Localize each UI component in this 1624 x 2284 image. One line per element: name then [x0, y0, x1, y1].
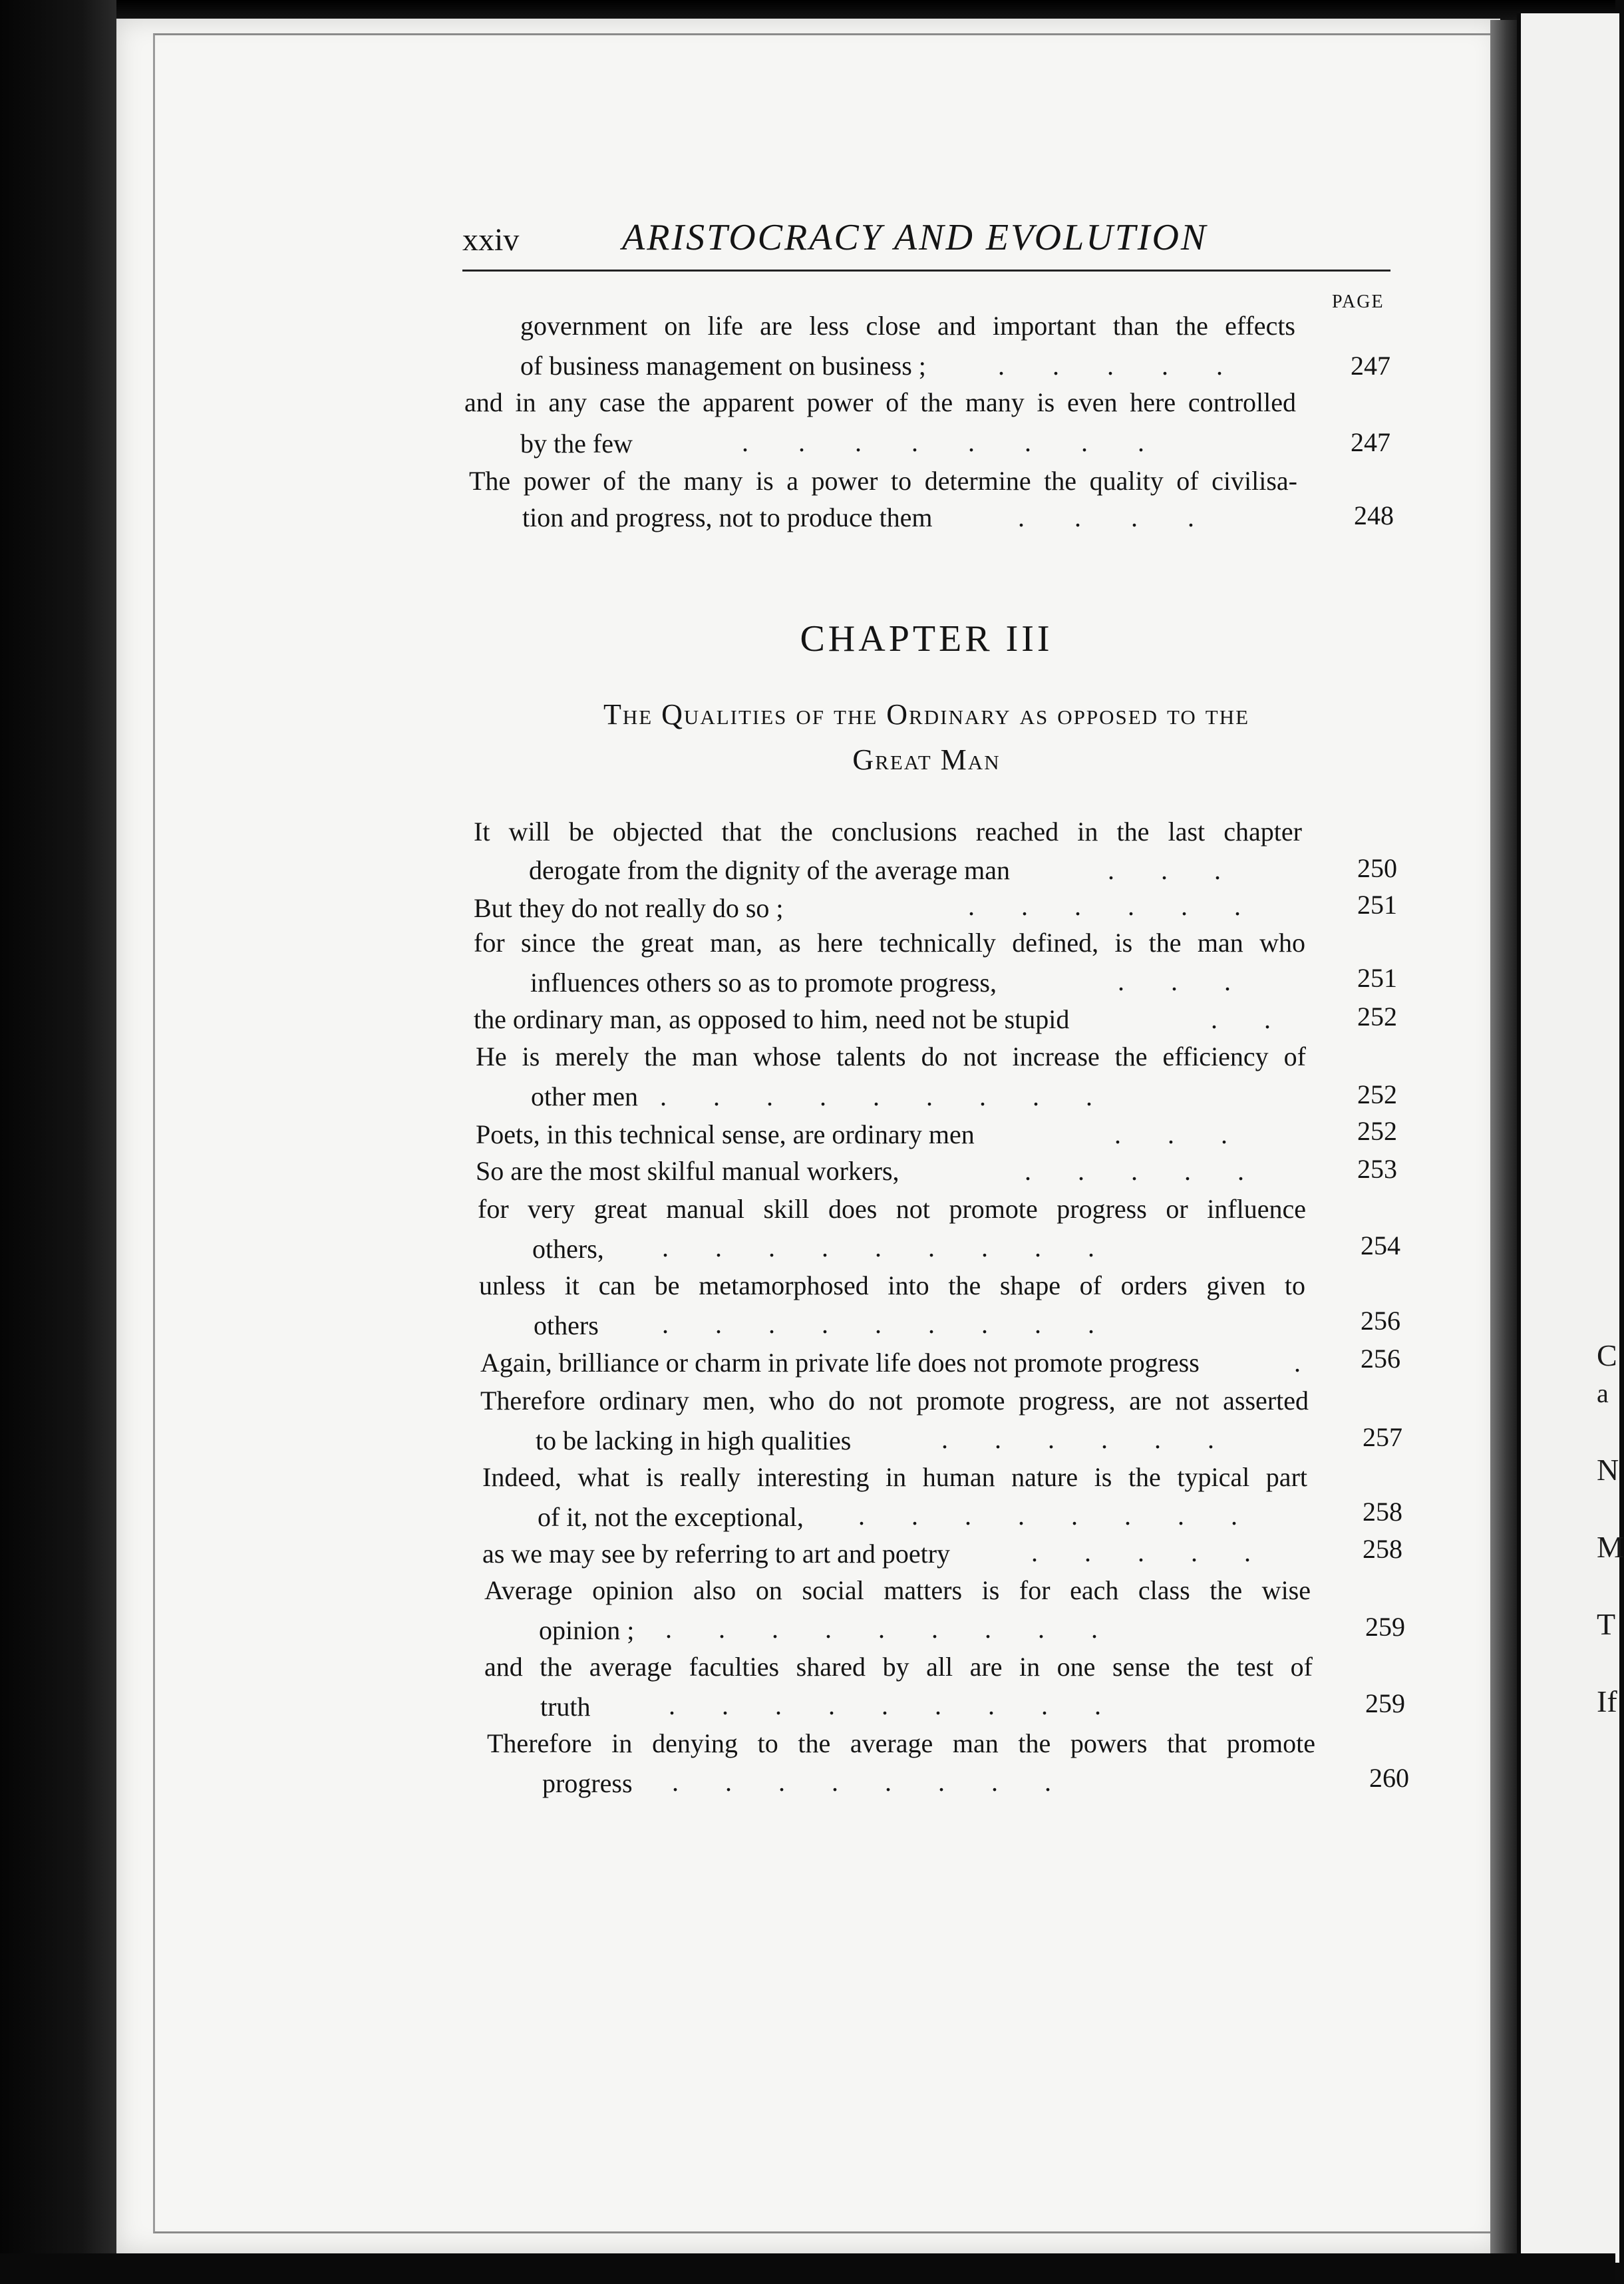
- toc-line: of business management on business ;: [520, 351, 926, 381]
- toc-line: So are the most skilful manual workers,: [476, 1156, 899, 1186]
- leader-dots: ...: [1118, 966, 1277, 996]
- leader-dots: ..: [1211, 1004, 1317, 1034]
- gutter-shadow: [1490, 20, 1517, 2256]
- page-number: 250: [1357, 853, 1397, 883]
- page-number: 252: [1357, 1116, 1397, 1146]
- toc-line: Therefore ordinary men, who do not promote progress, are not asserted: [480, 1386, 1309, 1416]
- leader-dots: ........: [672, 1767, 1098, 1797]
- toc-line: But they do not really do so ;: [474, 893, 784, 923]
- toc-line: others,: [532, 1234, 604, 1264]
- toc-line: the ordinary man, as opposed to him, need not be stupid: [474, 1004, 1070, 1034]
- toc-line: opinion ;: [539, 1615, 635, 1645]
- running-head: [462, 216, 1390, 270]
- leader-dots: ......: [968, 891, 1287, 921]
- chapter-title-line1: The Qualities of the Ordinary as opposed to the: [603, 698, 1250, 731]
- chapter-title-line2: Great Man: [852, 743, 1001, 776]
- leader-dots: .........: [669, 1690, 1148, 1720]
- toc-line: The power of the many is a power to determine the quality of civilisa-: [469, 466, 1297, 496]
- leader-dots: .........: [665, 1614, 1144, 1644]
- toc-line: as we may see by referring to art and poetry: [482, 1539, 951, 1569]
- toc-line: for since the great man, as here technically defined, is the man who: [474, 928, 1305, 958]
- toc-line: other men: [531, 1081, 639, 1111]
- scan-bottom-edge: [0, 2253, 1615, 2284]
- page-number: 258: [1363, 1497, 1402, 1527]
- leader-dots: .: [1294, 1348, 1301, 1378]
- page-number: 259: [1365, 1688, 1405, 1718]
- page-number: 248: [1354, 500, 1394, 530]
- toc-line: influences others so as to promote progress,: [530, 968, 997, 998]
- page-number: 260: [1369, 1763, 1409, 1793]
- toc-line: government on life are less close and important than the effects: [520, 311, 1295, 341]
- leader-dots: ........: [858, 1501, 1284, 1531]
- toc-line: truth: [540, 1692, 591, 1722]
- facing-fragment: a: [1597, 1378, 1609, 1408]
- toc-line: Poets, in this technical sense, are ordinary men: [476, 1119, 975, 1149]
- toc-line: and in any case the apparent power of the many is even here controlled: [464, 387, 1296, 417]
- toc-line: and the average faculties shared by all are in one sense the test of: [484, 1652, 1313, 1682]
- facing-page: [1517, 13, 1619, 2263]
- chapter-number: CHAPTER III: [800, 618, 1053, 660]
- page-number: 259: [1365, 1612, 1405, 1642]
- leader-dots: .....: [1031, 1537, 1297, 1567]
- toc-line: Indeed, what is really interesting in human nature is the typical part: [482, 1462, 1307, 1492]
- leader-dots: ....: [1018, 502, 1244, 532]
- leader-dots: .........: [662, 1233, 1141, 1262]
- toc-line: He is merely the man whose talents do not increase the efficiency of: [476, 1042, 1306, 1071]
- toc-line: It will be objected that the conclusions reached in the last chapter: [474, 817, 1302, 847]
- leader-dots: .....: [1025, 1156, 1291, 1186]
- leader-dots: .........: [660, 1081, 1139, 1111]
- page-column-label: PAGE: [1332, 291, 1384, 312]
- leader-dots: ......: [941, 1424, 1261, 1454]
- page-number: 254: [1361, 1231, 1400, 1260]
- toc-line: of it, not the exceptional,: [538, 1502, 804, 1532]
- facing-fragment: C: [1597, 1338, 1617, 1372]
- page-number: 247: [1351, 427, 1390, 457]
- page-number: 247: [1351, 351, 1390, 381]
- book-title: ARISTOCRACY AND EVOLUTION: [622, 217, 1208, 258]
- toc-line: by the few: [520, 429, 633, 459]
- toc-line: others: [534, 1310, 599, 1340]
- toc-line: unless it can be metamorphosed into the shape of orders given to: [479, 1270, 1305, 1300]
- toc-line: derogate from the dignity of the average man: [529, 855, 1011, 885]
- page-number: 256: [1361, 1344, 1400, 1374]
- toc-line: Average opinion also on social matters is for each class the wise: [484, 1575, 1311, 1605]
- page-number: 256: [1361, 1306, 1400, 1336]
- facing-fragment: T: [1597, 1607, 1616, 1641]
- facing-fragment: N: [1597, 1453, 1619, 1487]
- toc-line: for very great manual skill does not promote progress or influence: [478, 1194, 1306, 1224]
- page-number: 257: [1363, 1422, 1402, 1452]
- page-number: 252: [1357, 1079, 1397, 1109]
- page-number: 251: [1357, 890, 1397, 920]
- page-number: 252: [1357, 1002, 1397, 1032]
- leader-dots: ...: [1114, 1119, 1274, 1149]
- facing-fragment: If: [1597, 1684, 1617, 1718]
- toc-line: to be lacking in high qualities: [536, 1426, 852, 1455]
- leader-dots: ........: [742, 427, 1194, 457]
- leader-dots: ...: [1108, 855, 1267, 885]
- page-folio: xxiv: [462, 222, 520, 258]
- page-number: 251: [1357, 963, 1397, 993]
- toc-line: tion and progress, not to produce them: [522, 502, 933, 532]
- leader-dots: .........: [662, 1309, 1141, 1339]
- toc-line: progress: [542, 1768, 633, 1798]
- toc-line: Therefore in denying to the average man the powers that promote: [487, 1728, 1315, 1758]
- leader-dots: .....: [998, 351, 1271, 381]
- facing-fragment: M: [1597, 1530, 1624, 1564]
- page-number: 258: [1363, 1534, 1402, 1564]
- head-rule: [462, 270, 1390, 272]
- toc-line: Again, brilliance or charm in private life does not promote progress: [480, 1348, 1200, 1378]
- book-spine-shadow: [0, 0, 116, 2284]
- page-number: 253: [1357, 1154, 1397, 1184]
